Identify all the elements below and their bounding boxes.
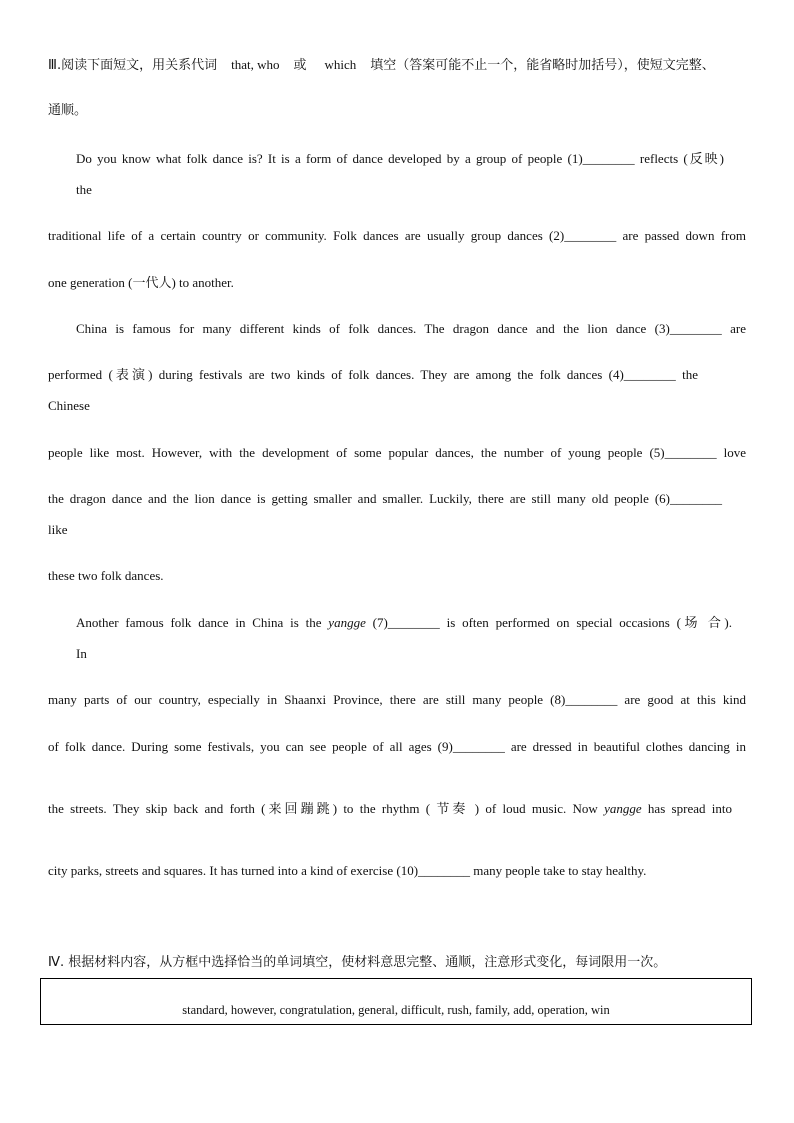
section-3-heading-part-c: 或 <box>293 58 307 73</box>
passage-text: Another famous folk dance in China is the <box>76 615 329 630</box>
passage-italic-term: yangge <box>604 801 642 816</box>
passage-line: people like most. However, with the development of some popular dances, the number of young people (5)________ love <box>48 445 746 460</box>
passage-line: the dragon dance and the lion dance is getting smaller and smaller. Luckily, there are still many old people (6)________ <box>48 491 722 506</box>
passage-line: China is famous for many different kinds of folk dances. The dragon dance and the lion dance (3)________ are <box>76 321 746 336</box>
passage-line: performed (表演) during festivals are two kinds of folk dances. They are among the folk dances (4)________ the <box>48 367 698 382</box>
passage-text: (7)________ is often performed on special occasions (场 合). <box>365 615 732 630</box>
section-3-heading-wrap: 通顺。 <box>48 103 88 118</box>
section-3-heading-part-e: 填空（答案可能不止一个，能省略时加括号），使短文完整、 <box>370 58 715 73</box>
passage-line: traditional life of a certain country or community. Folk dances are usually group dances (2)________ are passed down from <box>48 228 746 243</box>
passage-text: the streets. They skip back and forth (来回蹦跳) to the rhythm ( 节奏 ) of loud music. Now <box>48 801 605 816</box>
section-3-heading-part-d: which <box>324 57 357 72</box>
section-3-heading-part-a: Ⅲ.阅读下面短文，用关系代词 <box>48 58 218 73</box>
passage-line: the <box>76 182 92 197</box>
passage-line: one generation (一代人) to another. <box>48 275 234 290</box>
passage-italic-term: yangge <box>328 615 366 630</box>
passage-text: has spread into <box>641 801 733 816</box>
passage-line: of folk dance. During some festivals, you can see people of all ages (9)________ are dressed in beautiful clothes dancing in <box>48 739 746 754</box>
passage-line-yangge <box>76 615 732 631</box>
word-box <box>40 978 752 1025</box>
passage-line: city parks, streets and squares. It has turned into a kind of exercise (10)________ many people take to stay healthy. <box>48 863 647 878</box>
passage-line: Do you know what folk dance is? It is a form of dance developed by a group of people (1)________ reflects (反映) <box>76 151 724 166</box>
passage-line: In <box>76 646 87 661</box>
section-4-heading: Ⅳ. 根据材料内容，从方框中选择恰当的单词填空，使材料意思完整、通顺，注意形式变化，每词限用一次。 <box>48 955 667 970</box>
word-box-words: standard, however, congratulation, general, difficult, rush, family, add, operation, win <box>182 1003 610 1017</box>
section-3-heading-part-b: that, who <box>231 57 280 72</box>
passage-line: many parts of our country, especially in Shaanxi Province, there are still many people (8)________ are good at this kind <box>48 692 746 707</box>
passage-line: Chinese <box>48 398 90 413</box>
passage-line: these two folk dances. <box>48 568 164 583</box>
passage-line-streets <box>48 801 732 817</box>
section-3-heading <box>48 57 715 74</box>
passage-line: like <box>48 522 68 537</box>
